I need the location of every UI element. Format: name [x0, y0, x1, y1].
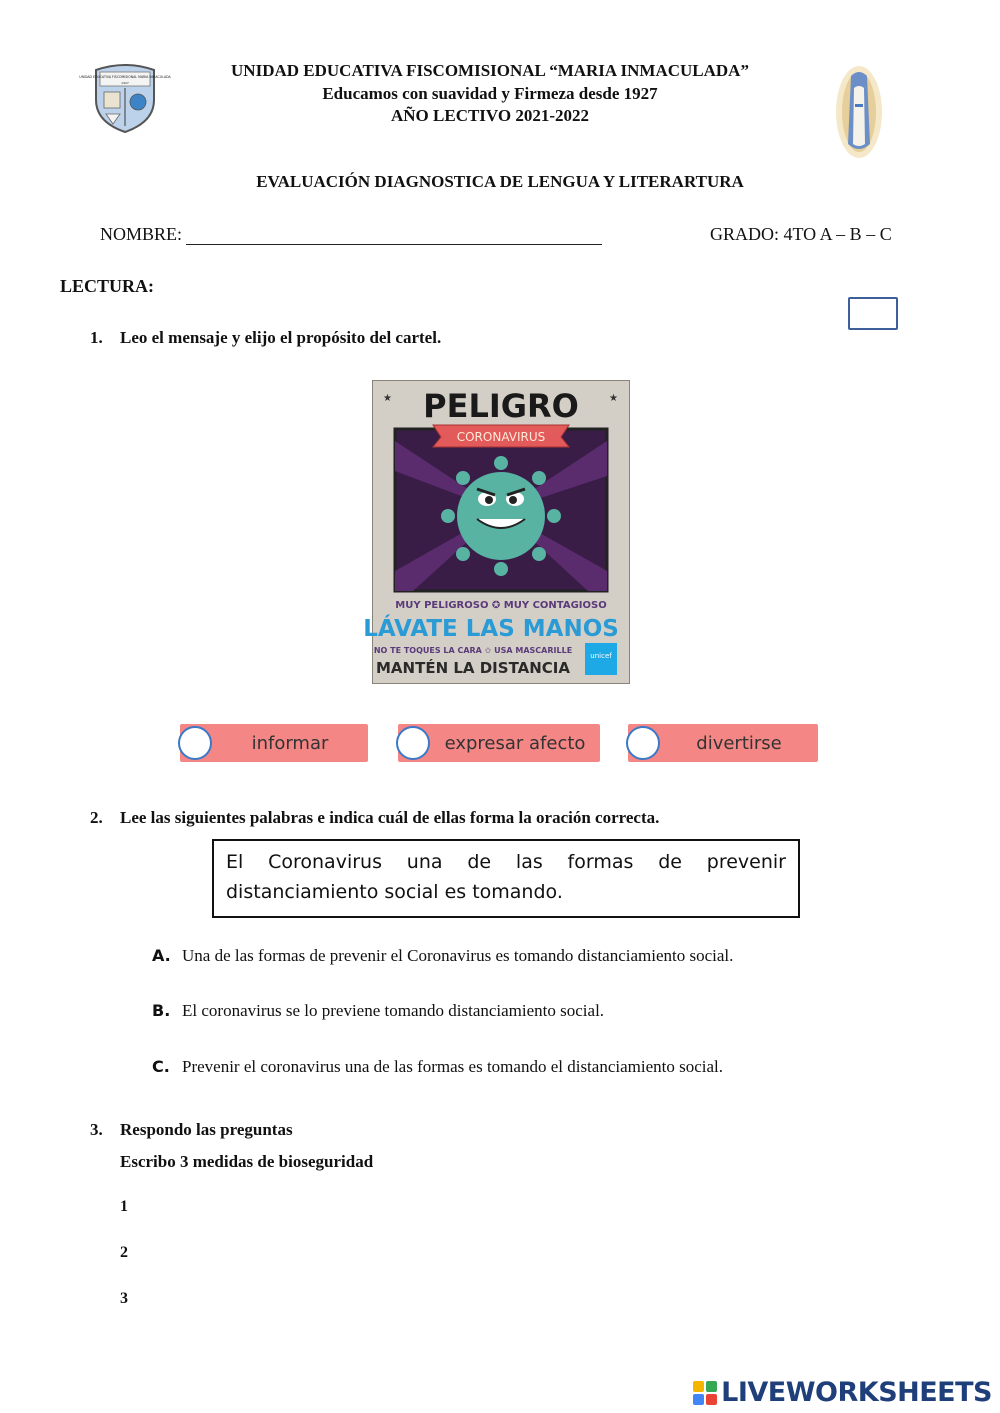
- svg-text:★: ★: [383, 393, 392, 404]
- option-label: expresar afecto: [444, 732, 586, 754]
- radio-circle[interactable]: [396, 726, 430, 760]
- option-label: divertirse: [696, 732, 782, 754]
- coronavirus-poster: [363, 380, 630, 684]
- liveworksheets-logo: [693, 1377, 992, 1408]
- question-3-subtext: Escribo 3 medidas de bioseguridad: [120, 1152, 374, 1171]
- poster-banner: CORONAVIRUS: [456, 430, 546, 444]
- poster-line-3: NO TE TOQUES LA CARA ✩ USA MASCARILLE: [373, 646, 573, 655]
- question-text: Leo el mensaje y elijo el propósito del cartel.: [120, 328, 442, 347]
- question-2: [90, 808, 659, 828]
- question-1: [90, 328, 441, 348]
- grade-label: GRADO: 4TO A – B – C: [710, 224, 892, 244]
- option-divertirse[interactable]: [628, 724, 818, 762]
- answer-text: Una de las formas de prevenir el Coronavirus es tomando distanciamiento social.: [182, 946, 734, 965]
- answer-line-2[interactable]: 2: [120, 1244, 128, 1261]
- radio-circle[interactable]: [178, 726, 212, 760]
- liveworksheets-icon: [693, 1381, 717, 1405]
- school-name: UNIDAD EDUCATIVA FISCOMISIONAL “MARIA INMACULADA”: [231, 61, 749, 80]
- poster-line-2: LÁVATE LAS MANOS: [363, 616, 619, 642]
- answer-letter: B.: [152, 1001, 171, 1020]
- name-input-line[interactable]: [186, 226, 602, 245]
- answer-a[interactable]: [152, 946, 733, 966]
- question-3: [90, 1120, 293, 1140]
- logo-text: UNIDAD EDUCATIVA FISCOMISIONAL MARIA INMACULADA: [79, 75, 171, 79]
- question-number: 3.: [90, 1120, 103, 1139]
- answer-line-3[interactable]: 3: [120, 1290, 128, 1307]
- page-title: EVALUACIÓN DIAGNOSTICA DE LENGUA Y LITERARTURA: [256, 172, 744, 191]
- section-title: LECTURA:: [60, 276, 155, 296]
- option-informar[interactable]: [180, 724, 368, 762]
- question-text: Respondo las preguntas: [120, 1120, 293, 1139]
- poster-line-1: MUY PELIGROSO ✪ MUY CONTAGIOSO: [395, 600, 607, 611]
- poster-line-4: MANTÉN LA DISTANCIA: [376, 659, 570, 677]
- school-motto: Educamos con suavidad y Firmeza desde 1927: [322, 84, 658, 103]
- answer-letter: A.: [152, 946, 171, 965]
- poster-brand: unicef: [590, 652, 612, 660]
- poster-headline: PELIGRO: [423, 387, 579, 425]
- name-label: NOMBRE:: [100, 224, 183, 244]
- score-box: [848, 297, 898, 330]
- answer-c[interactable]: [152, 1057, 723, 1077]
- school-year: AÑO LECTIVO 2021-2022: [390, 106, 589, 125]
- virgin-mary-image: [834, 64, 884, 160]
- question-text: Lee las siguientes palabras e indica cuál de ellas forma la oración correcta.: [120, 808, 660, 827]
- question-number: 1.: [90, 328, 103, 347]
- answer-letter: C.: [152, 1057, 170, 1076]
- answer-b[interactable]: [152, 1001, 604, 1021]
- answer-text: Prevenir el coronavirus una de las formas es tomando el distanciamiento social.: [182, 1057, 724, 1076]
- option-expresar-afecto[interactable]: [398, 724, 600, 762]
- answer-text: El coronavirus se lo previene tomando distanciamiento social.: [182, 1001, 605, 1020]
- name-field: [100, 224, 602, 245]
- radio-circle[interactable]: [626, 726, 660, 760]
- option-label: informar: [251, 732, 329, 754]
- svg-text:★: ★: [609, 393, 618, 404]
- answer-line-1[interactable]: 1: [120, 1198, 128, 1215]
- question-number: 2.: [90, 808, 103, 827]
- brand-text: LIVEWORKSHEETS: [721, 1377, 992, 1408]
- scrambled-sentence-box: El Coronavirus una de las formas de prevenir distanciamiento social es tomando.: [212, 839, 800, 918]
- school-logo: [79, 60, 171, 134]
- svg-text:1927: 1927: [121, 81, 129, 85]
